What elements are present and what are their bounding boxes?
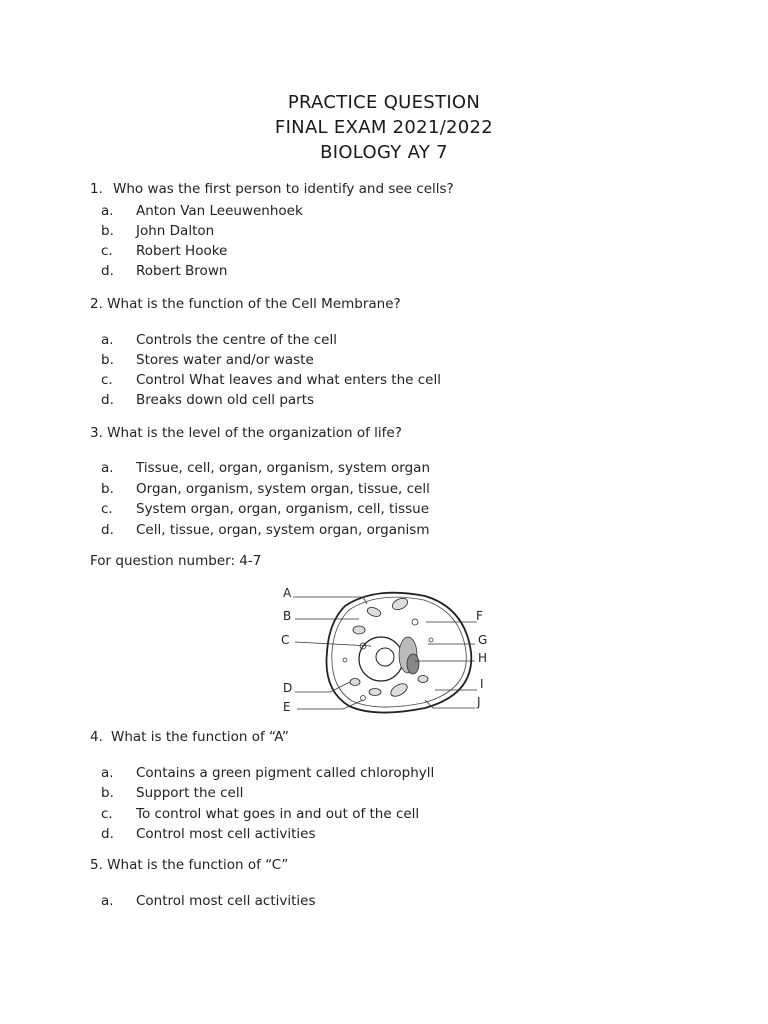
option-text: John Dalton [136, 223, 215, 239]
option-text: Robert Brown [136, 263, 228, 279]
question-1-number: 1. [90, 181, 103, 197]
label-f: F [476, 609, 483, 623]
option-letter: c. [101, 806, 113, 822]
question-2-text: 2. What is the function of the Cell Membrane? [90, 296, 401, 312]
question-4 [90, 729, 289, 745]
option-letter: d. [101, 392, 114, 408]
option-letter: a. [101, 765, 114, 781]
option-text: Contains a green pigment called chlorophyll [136, 765, 435, 781]
nucleolus [376, 648, 394, 666]
label-c: C [281, 633, 290, 647]
option-text: Tissue, cell, organ, organism, system organ [136, 460, 431, 476]
label-b: B [283, 609, 292, 623]
cell-diagram [275, 582, 505, 717]
title-line-2: FINAL EXAM 2021/2022 [274, 117, 494, 138]
option-letter: c. [101, 372, 113, 388]
option-text: Organ, organism, system organ, tissue, cell [136, 481, 430, 497]
option-text: Control most cell activities [136, 826, 316, 842]
question-4-text: What is the function of “A” [111, 729, 289, 745]
option-letter: c. [101, 501, 113, 517]
option-text: To control what goes in and out of the cell [136, 806, 420, 822]
title-line-3: BIOLOGY AY 7 [320, 142, 448, 163]
nucleus [359, 637, 403, 681]
option-letter: b. [101, 481, 114, 497]
title-line-1: PRACTICE QUESTION [287, 92, 481, 113]
question-1 [90, 181, 454, 197]
question-1-text: Who was the first person to identify and see cells? [113, 181, 454, 197]
label-e: E [283, 700, 291, 714]
option-letter: a. [101, 203, 114, 219]
label-j: J [477, 695, 481, 709]
question-4-number: 4. [90, 729, 103, 745]
option-letter: a. [101, 893, 114, 909]
question-3-text: 3. What is the level of the organization of life? [90, 425, 402, 441]
label-a: A [283, 586, 292, 600]
option-text: Breaks down old cell parts [136, 392, 315, 408]
option-text: Support the cell [136, 785, 244, 801]
option-letter: a. [101, 332, 114, 348]
option-letter: b. [101, 785, 114, 801]
option-letter: c. [101, 243, 113, 259]
option-text: Stores water and/or waste [136, 352, 314, 368]
option-text: Cell, tissue, organ, system organ, organism [136, 522, 430, 538]
option-letter: b. [101, 223, 114, 239]
label-g: G [478, 633, 488, 647]
option-letter: d. [101, 826, 114, 842]
golgi-body [399, 637, 419, 674]
option-text: System organ, organ, organism, cell, tissue [136, 501, 430, 517]
option-text: Robert Hooke [136, 243, 228, 259]
option-text: Control What leaves and what enters the cell [136, 372, 441, 388]
label-i: I [480, 677, 484, 691]
label-h: H [478, 651, 488, 665]
label-d: D [283, 681, 293, 695]
option-letter: b. [101, 352, 114, 368]
option-text: Controls the centre of the cell [136, 332, 337, 348]
question-5-text: 5. What is the function of “C” [90, 857, 289, 873]
leader-lines [293, 597, 477, 709]
option-letter: d. [101, 263, 114, 279]
for-question-note: For question number: 4-7 [90, 553, 262, 569]
option-letter: d. [101, 522, 114, 538]
option-text: Control most cell activities [136, 893, 316, 909]
option-letter: a. [101, 460, 114, 476]
option-text: Anton Van Leeuwenhoek [136, 203, 303, 219]
